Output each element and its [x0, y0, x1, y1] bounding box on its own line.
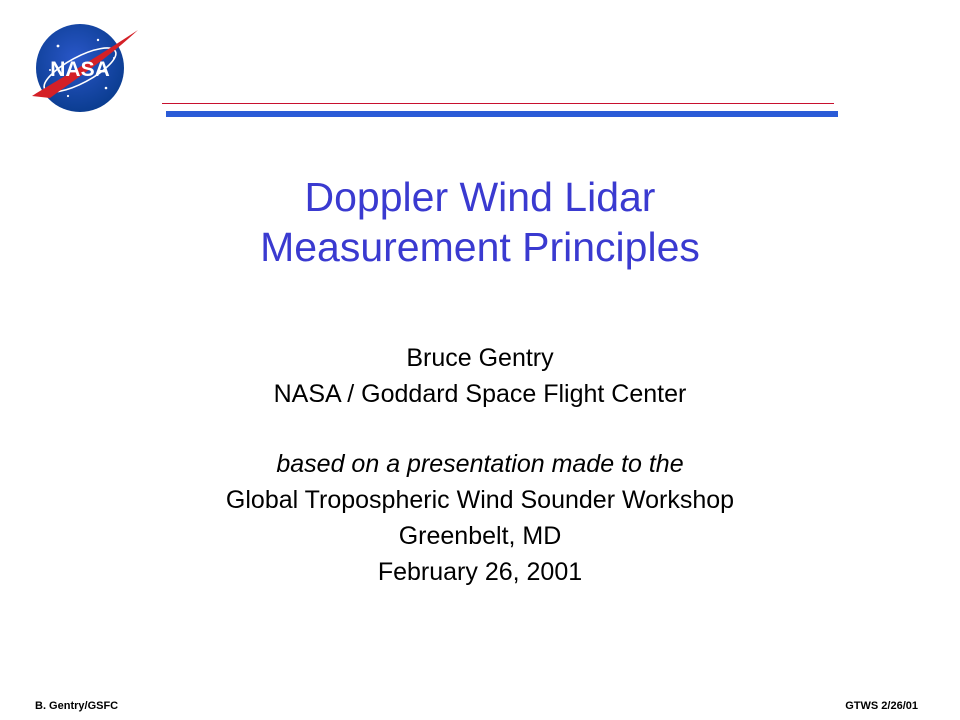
footer-event: GTWS 2/26/01 [845, 700, 918, 712]
event-intro: based on a presentation made to the [276, 450, 684, 478]
event-location: Greenbelt, MD [398, 522, 562, 550]
header-rule-red [162, 103, 834, 104]
event-date: February 26, 2001 [377, 558, 583, 586]
footer-author: B. Gentry/GSFC [35, 700, 119, 712]
slide-title [0, 172, 960, 272]
author-affiliation: NASA / Goddard Space Flight Center [273, 380, 687, 408]
body-spacer [0, 412, 960, 446]
nasa-meatball-icon [28, 18, 140, 118]
header-rule-blue [166, 111, 838, 117]
nasa-logo [28, 18, 140, 118]
event-name: Global Tropospheric Wind Sounder Workshop [225, 486, 735, 514]
author-name: Bruce Gentry [406, 344, 554, 372]
logo-text: NASA [50, 58, 110, 81]
title-line-1: Doppler Wind Lidar [304, 174, 656, 220]
slide-body [0, 340, 960, 590]
title-line-2: Measurement Principles [260, 224, 700, 270]
